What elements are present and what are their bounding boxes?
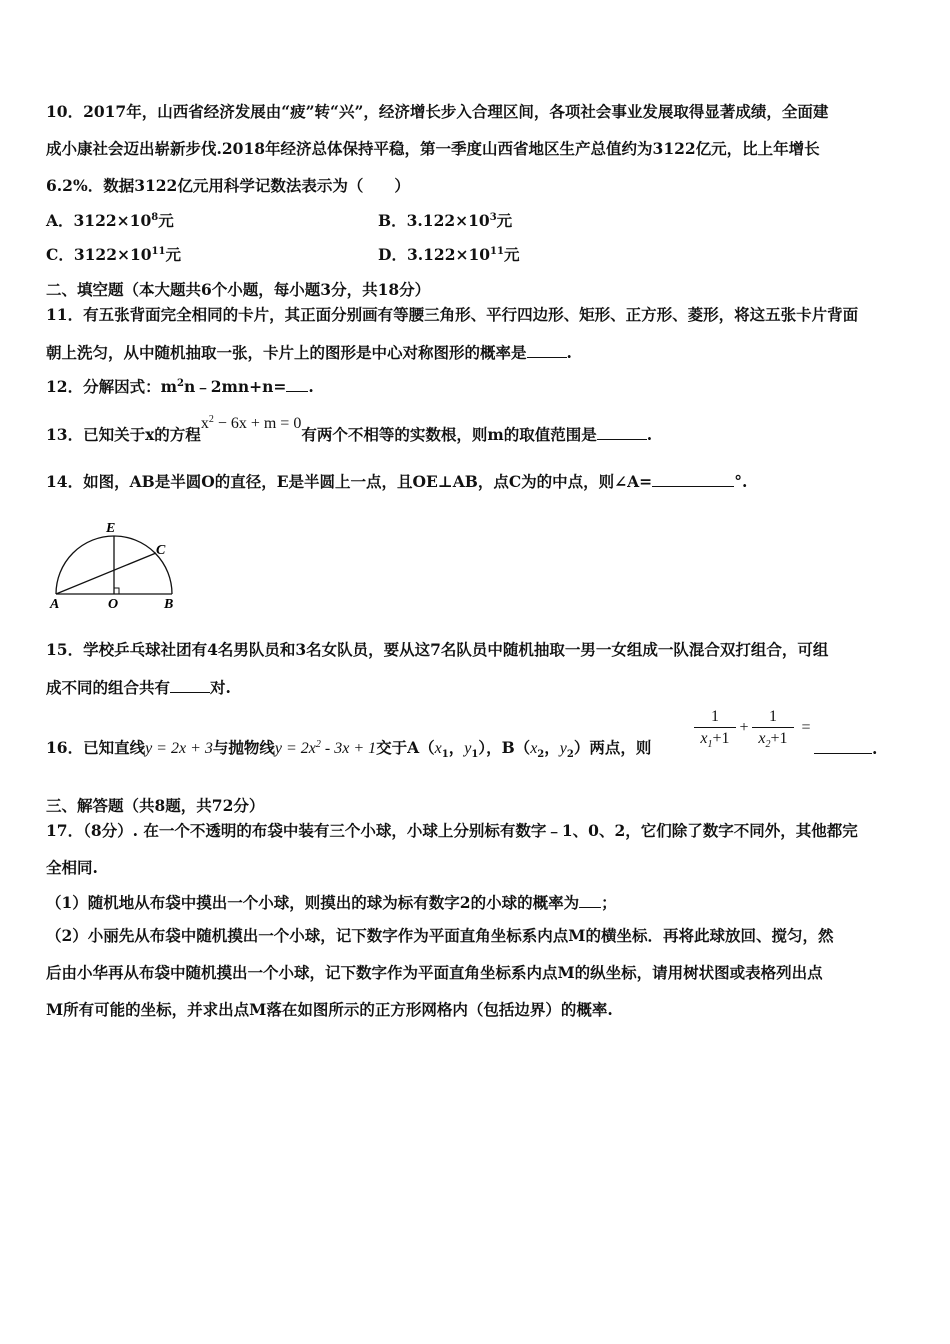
q17-part-1: （1）随机地从布袋中摸出一个小球，则摸出的球为标有数字2的小球的概率为 ； bbox=[46, 893, 617, 912]
section-3-heading: 三、解答题（共8题，共72分） bbox=[46, 796, 265, 815]
q13-equation: $x^2 - 6x + m = 0$ bbox=[200, 414, 302, 432]
label-a: A bbox=[50, 597, 60, 612]
q10-line-3: 6.2%．数据3122亿元用科学记数法表示为（ ） bbox=[46, 176, 410, 195]
q17-part-2-line-1: （2）小丽先从布袋中随机摸出一个小球，记下数字作为平面直角坐标系内点M的横坐标．再将此球放回、搅匀，然 bbox=[46, 926, 834, 945]
q10-option-c: C．$3122\times 10^{11}$元 bbox=[46, 245, 181, 264]
label-b: B bbox=[164, 597, 174, 612]
q13-line: 13．已知关于x的方程$x^2 - 6x + m = 0$有两个不相等的实数根，则m的取值范围是 . bbox=[46, 414, 653, 444]
q14-answer-blank[interactable] bbox=[652, 471, 734, 487]
label-e: E bbox=[106, 521, 116, 536]
q17-part-1-blank[interactable] bbox=[579, 892, 601, 908]
q17-line-1: 17．（8分）. 在一个不透明的布袋中装有三个小球，小球上分别标有数字﹣1、0、2，它们除了数字不同外，其他都完 bbox=[46, 821, 858, 840]
q11-line-1: 11．有五张背面完全相同的卡片，其正面分别画有等腰三角形、平行四边形、矩形、正方形、菱形，将这五张卡片背面 bbox=[46, 305, 859, 324]
q16-fraction-2: 1 $x_2+1$ bbox=[752, 707, 794, 750]
label-o: O bbox=[108, 597, 119, 612]
q16-line: 16．已知直线y = 2x + 3与抛物线$y = 2x^2 - 3x + 1$交于$A(x_1$，$y_1$），$B(x_2$，$y_2$）两点，则 bbox=[46, 738, 652, 760]
q11-answer-blank[interactable] bbox=[527, 342, 567, 358]
q16-plus-sign: + bbox=[739, 719, 749, 736]
segment-ac bbox=[56, 553, 156, 594]
q16-fraction-1: 1 $x_1+1$ bbox=[694, 707, 736, 750]
q10-option-b: B．$3.122\times 10^3$元 bbox=[378, 211, 513, 230]
q10-option-d: D．$3.122\times 10^{11}$元 bbox=[378, 245, 520, 264]
q16-answer: . bbox=[814, 738, 877, 759]
q14-line: 14．如图，AB是半圆O的直径，E是半圆上一点，且OE⊥AB，点C为的中点，则∠A= °. bbox=[46, 472, 748, 491]
q16-equals-sign: = bbox=[801, 719, 811, 736]
q17-line-2: 全相同. bbox=[46, 858, 98, 877]
label-c: C bbox=[156, 543, 166, 558]
q12-answer-blank[interactable] bbox=[286, 376, 308, 392]
q10-line-1: 10．2017年，山西省经济发展由“疲”转“兴”，经济增长步入合理区间，各项社会事业发展取得显著成绩，全面建 bbox=[46, 102, 829, 121]
q15-line-1: 15．学校乒乓球社团有4名男队员和3名女队员，要从这7名队员中随机抽取一男一女组成一队混合双打组合，可组 bbox=[46, 640, 829, 659]
q16-answer-blank[interactable] bbox=[814, 738, 872, 754]
q13-answer-blank[interactable] bbox=[597, 424, 647, 440]
section-2-heading: 二、填空题（本大题共6个小题，每小题3分，共18分） bbox=[46, 280, 431, 299]
right-angle-mark bbox=[114, 588, 119, 594]
semicircle-figure bbox=[46, 516, 186, 612]
q10-option-a: A．$3122\times 10^8$元 bbox=[46, 211, 174, 230]
q15-line-2: 成不同的组合共有 对. bbox=[46, 678, 231, 697]
q12-line: 12．分解因式：$m^2n﹣2mn+n=$ . bbox=[46, 377, 314, 396]
q16-parabola-equation: $y = 2x^2 - 3x + 1$ bbox=[274, 739, 377, 757]
q16-line-equation: y = 2x + 3 bbox=[145, 740, 213, 757]
q17-part-2-line-2: 后由小华再从布袋中随机摸出一个小球，记下数字作为平面直角坐标系内点M的纵坐标，请用树状图或表格列出点 bbox=[46, 963, 823, 982]
q10-line-2: 成小康社会迈出崭新步伐.2018年经济总体保持平稳，第一季度山西省地区生产总值约为3122亿元，比上年增长 bbox=[46, 139, 820, 158]
q15-answer-blank[interactable] bbox=[170, 677, 210, 693]
q11-line-2: 朝上洗匀，从中随机抽取一张，卡片上的图形是中心对称图形的概率是 . bbox=[46, 343, 572, 362]
q17-part-2-line-3: M所有可能的坐标，并求出点M落在如图所示的正方形网格内（包括边界）的概率. bbox=[46, 1000, 613, 1019]
